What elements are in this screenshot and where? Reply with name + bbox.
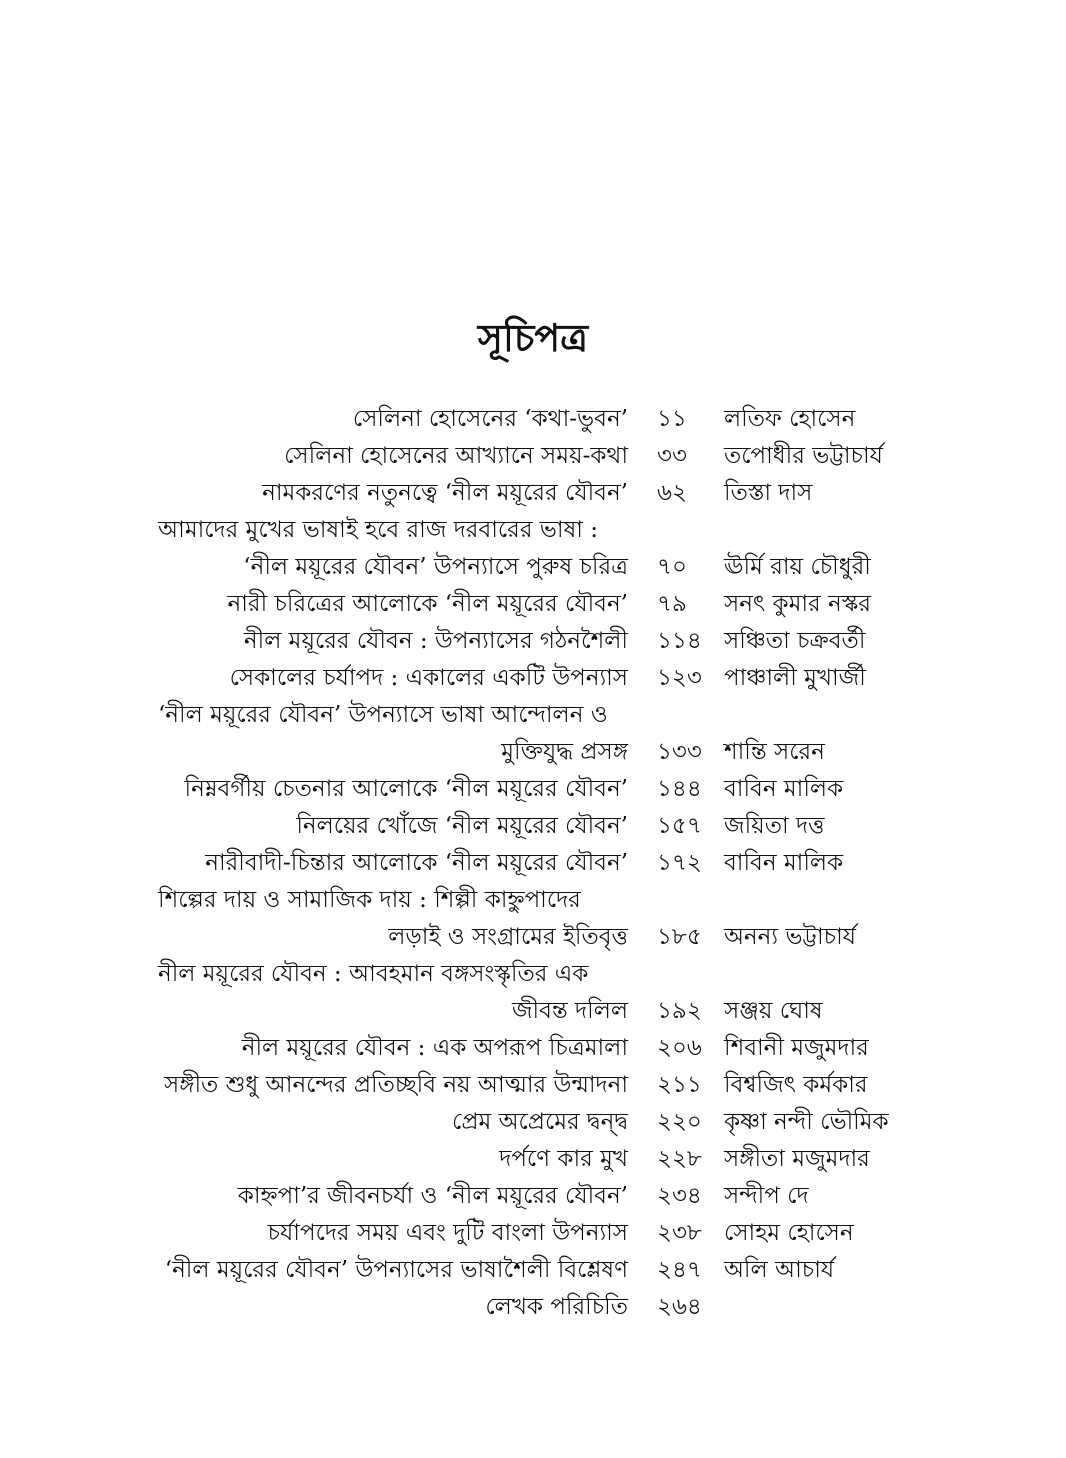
entry-page-number: ১৫৭ xyxy=(657,813,702,839)
entry-page-number: ১৯২ xyxy=(657,998,702,1024)
entry-page-number: ৬২ xyxy=(657,480,687,506)
toc-list xyxy=(0,401,1066,1326)
entry-author: অলি আচার্য xyxy=(724,1257,835,1283)
entry-title: লেখক পরিচিতি xyxy=(485,1294,628,1320)
entry-page-number: ১৩৩ xyxy=(657,739,702,765)
entry-author: বাবিন মালিক xyxy=(724,776,844,802)
toc-heading: সূচিপত্র xyxy=(477,315,589,360)
entry-page-number: ২৬৪ xyxy=(657,1294,702,1320)
toc-entry xyxy=(0,1141,1066,1178)
entry-title-line1: আমাদের মুখের ভাষাই হবে রাজ দরবারের ভাষা : xyxy=(158,517,598,543)
entry-author: সন্দীপ দে xyxy=(724,1183,809,1209)
entry-title: কাহ্নপা’র জীবনচর্যা ও ‘নীল ময়ূরের যৌবন’ xyxy=(237,1183,628,1209)
toc-entry-line1 xyxy=(0,956,1066,993)
entry-page-number: ১১ xyxy=(657,406,687,432)
entry-page-number: ২০৬ xyxy=(657,1035,702,1061)
entry-title-line1: শিল্পের দায় ও সামাজিক দায় : শিল্পী কাহ্নুপাদের xyxy=(158,887,581,913)
entry-page-number: ৭৯ xyxy=(657,591,687,617)
toc-entry xyxy=(0,1252,1066,1289)
entry-page-number: ৭০ xyxy=(657,554,687,580)
toc-entry xyxy=(0,919,1066,956)
entry-author: সঞ্চিতা চক্রবর্তী xyxy=(724,628,866,654)
entry-title: নারী চরিত্রের আলোকে ‘নীল ময়ূরের যৌবন’ xyxy=(227,591,628,617)
entry-page-number: ২২০ xyxy=(657,1109,702,1135)
toc-entry xyxy=(0,438,1066,475)
entry-title: নীল ময়ূরের যৌবন : উপন্যাসের গঠনশৈলী xyxy=(243,628,628,654)
entry-title: লড়াই ও সংগ্রামের ইতিবৃত্ত xyxy=(388,924,628,950)
toc-entry-line1 xyxy=(0,512,1066,549)
entry-title: নিম্নবর্গীয় চেতনার আলোকে ‘নীল ময়ূরের যৌবন’ xyxy=(184,776,628,802)
entry-author: সঞ্জয় ঘোষ xyxy=(724,998,823,1024)
entry-author: লতিফ হোসেন xyxy=(724,406,856,432)
entry-page-number: ১১৪ xyxy=(657,628,702,654)
entry-page-number: ২৪৭ xyxy=(657,1257,702,1283)
entry-author: অনন্য ভট্টাচার্য xyxy=(724,924,857,950)
entry-author: শান্তি সরেন xyxy=(724,739,825,765)
entry-author: পাঞ্চালী মুখার্জী xyxy=(724,665,866,691)
toc-entry xyxy=(0,993,1066,1030)
entry-author: বাবিন মালিক xyxy=(724,850,844,876)
toc-entry xyxy=(0,1289,1066,1326)
entry-title: দর্পণে কার মুখ xyxy=(499,1146,628,1172)
entry-page-number: ১৪৪ xyxy=(657,776,702,802)
toc-entry xyxy=(0,1104,1066,1141)
entry-page-number: ২১১ xyxy=(657,1072,702,1098)
entry-page-number: ৩৩ xyxy=(657,443,687,469)
toc-entry xyxy=(0,734,1066,771)
toc-entry xyxy=(0,549,1066,586)
entry-title: সেকালের চর্যাপদ : একালের একটি উপন্যাস xyxy=(229,665,628,691)
toc-entry xyxy=(0,1067,1066,1104)
toc-entry xyxy=(0,401,1066,438)
entry-author: তিস্তা দাস xyxy=(724,480,813,506)
entry-title: প্রেম অপ্রেমের দ্বন্দ্ব xyxy=(452,1109,628,1135)
entry-title: সেলিনা হোসেনের ‘কথা-ভুবন’ xyxy=(352,406,628,432)
toc-entry xyxy=(0,1030,1066,1067)
toc-entry xyxy=(0,623,1066,660)
entry-title: সঙ্গীত শুধু আনন্দের প্রতিচ্ছবি নয় আত্মার উন্মাদনা xyxy=(164,1072,628,1098)
entry-title: জীবন্ত দলিল xyxy=(511,998,628,1024)
toc-entry xyxy=(0,771,1066,808)
toc-entry-line1 xyxy=(0,882,1066,919)
entry-page-number: ২৩৪ xyxy=(657,1183,702,1209)
entry-title: নিলয়ের খোঁজে ‘নীল ময়ূরের যৌবন’ xyxy=(296,813,628,839)
entry-author: ঊর্মি রায় চৌধুরী xyxy=(724,554,871,580)
entry-title: ‘নীল ময়ূরের যৌবন’ উপন্যাসের ভাষাশৈলী বিশ্লেষণ xyxy=(164,1257,628,1283)
toc-entry-line1 xyxy=(0,697,1066,734)
toc-entry xyxy=(0,845,1066,882)
entry-author: জয়িতা দত্ত xyxy=(724,813,825,839)
entry-title: ‘নীল ময়ূরের যৌবন’ উপন্যাসে পুরুষ চরিত্র xyxy=(243,554,628,580)
toc-entry xyxy=(0,475,1066,512)
entry-author: তপোধীর ভট্টাচার্য xyxy=(724,443,883,469)
entry-author: সনৎ কুমার নস্কর xyxy=(724,591,871,617)
entry-author: কৃষ্ণা নন্দী ভৌমিক xyxy=(724,1109,889,1135)
toc-entry xyxy=(0,808,1066,845)
entry-title-line1: নীল ময়ূরের যৌবন : আবহমান বঙ্গসংস্কৃতির এক xyxy=(158,961,589,987)
entry-page-number: ২২৮ xyxy=(657,1146,702,1172)
entry-author: বিশ্বজিৎ কর্মকার xyxy=(724,1072,868,1098)
entry-page-number: ২৩৮ xyxy=(657,1220,702,1246)
toc-entry xyxy=(0,660,1066,697)
entry-title-line1: ‘নীল ময়ূরের যৌবন’ উপন্যাসে ভাষা আন্দোলন ও xyxy=(158,702,608,728)
entry-page-number: ১৮৫ xyxy=(657,924,702,950)
toc-entry xyxy=(0,1178,1066,1215)
entry-author: সোহম হোসেন xyxy=(724,1220,854,1246)
entry-author: সঙ্গীতা মজুমদার xyxy=(724,1146,870,1172)
entry-author: শিবানী মজুমদার xyxy=(724,1035,869,1061)
entry-title: নীল ময়ূরের যৌবন : এক অপরূপ চিত্রমালা xyxy=(241,1035,628,1061)
entry-title: নামকরণের নতুনত্বে ‘নীল ময়ূরের যৌবন’ xyxy=(262,480,628,506)
entry-page-number: ১৭২ xyxy=(657,850,702,876)
entry-title: সেলিনা হোসেনের আখ্যানে সময়-কথা xyxy=(284,443,628,469)
toc-entry xyxy=(0,586,1066,623)
entry-page-number: ১২৩ xyxy=(657,665,702,691)
entry-title: চর্যাপদের সময় এবং দুটি বাংলা উপন্যাস xyxy=(267,1220,628,1246)
toc-entry xyxy=(0,1215,1066,1252)
entry-title: মুক্তিযুদ্ধ প্রসঙ্গ xyxy=(501,739,628,765)
entry-title: নারীবাদী-চিন্তার আলোকে ‘নীল ময়ূরের যৌবন’ xyxy=(205,850,628,876)
